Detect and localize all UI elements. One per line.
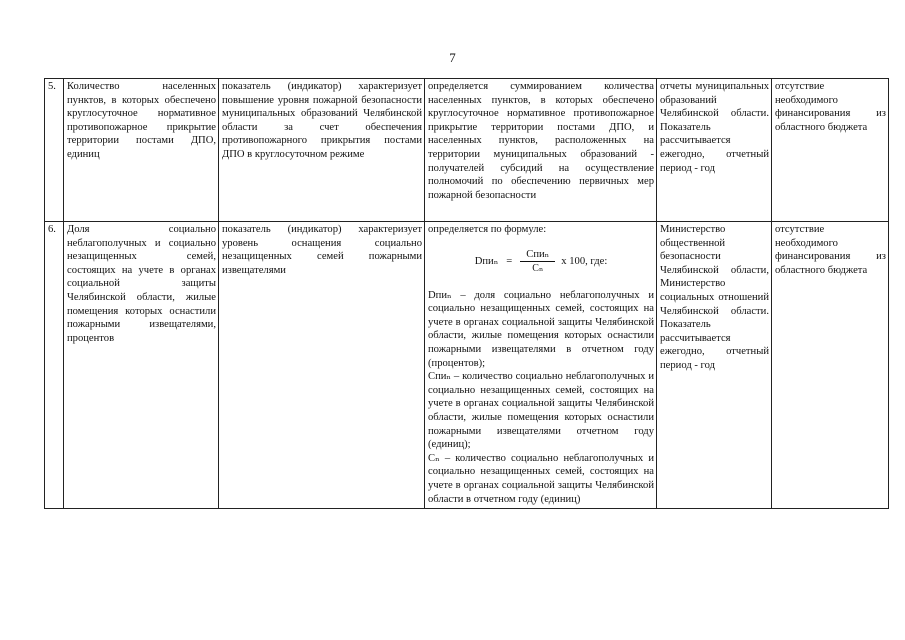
indicator-name: Доля социально неблагополучных и социально незащищенных семей, состоящих на учете в органах социальной защиты Челябинской области, жилые помещения которых оснастили пожарными извещателями, процентов	[64, 222, 219, 509]
indicator-description: показатель (индикатор) характеризует повышение уровня пожарной безопасности муниципальных образований Челябинской области за счет обеспечения противопожарного прикрытия постами ДПО в круглосуточном режиме	[219, 79, 425, 222]
page-number: 7	[449, 50, 456, 65]
formula-denominator: Сₙ	[532, 263, 544, 275]
calculation-method: определяется суммированием количества населенных пунктов, в которых обеспечено круглосуточное нормативное противопожарное прикрытие территории постами ДПО, и населенных пунктов, расположенных на территории муниципальных образований - получателей субсидий на осуществление полномочий по обеспечению первичных мер пожарной безопасности	[425, 79, 657, 222]
risk-note: отсутствие необходимого финансирования из областного бюджета	[772, 222, 889, 509]
formula-tail: x 100, где:	[561, 255, 608, 267]
row-number: 5.	[45, 79, 64, 222]
method-intro: определяется по формуле:	[428, 224, 547, 235]
formula	[428, 239, 654, 285]
risk-note: отсутствие необходимого финансирования из областного бюджета	[772, 79, 889, 222]
calculation-method	[425, 222, 657, 509]
table-row	[45, 222, 889, 509]
formula-equals: =	[506, 255, 513, 267]
table-row	[45, 79, 889, 222]
data-source: отчеты муниципальных образований Челябинской области. Показатель рассчитывается ежегодно, отчетный период - год	[657, 79, 772, 222]
data-source: Министерство общественной безопасности Челябинской области, Министерство социальных отношений Челябинской области. Показатель рассчитывается ежегодно, отчетный период - год	[657, 222, 772, 509]
indicator-name: Количество населенных пунктов, в которых обеспечено круглосуточное нормативное противопожарное прикрытие территории постами ДПО, единиц	[64, 79, 219, 222]
formula-fraction	[520, 248, 555, 275]
row-number: 6.	[45, 222, 64, 509]
indicators-table	[44, 78, 889, 509]
formula-definitions: Dпиₙ – доля социально неблагополучных и социально незащищенных семей, состоящих на учете в органах социальной защиты Челябинской области, жилые помещения которых оснастили пожарными извещателями в отчетном году (процентов); Спиₙ – количество социально неблагополучных и социально незащищенных семей, состоящих на учете в органах социальной защиты Челябинской области, жилые помещения которых оснастили пожарными извещателями отчетном году (единиц); Сₙ – количество социально неблагополучных и социально незащищенных семей, состоящих на учете в органах социальной защиты Челябинской области в отчетном году (единиц)	[428, 289, 654, 505]
formula-lhs: Dпиₙ	[474, 255, 499, 267]
formula-numerator: Спиₙ	[520, 248, 555, 262]
indicator-description: показатель (индикатор) характеризует уровень оснащения социально незащищенных семей пожарными извещателями	[219, 222, 425, 509]
